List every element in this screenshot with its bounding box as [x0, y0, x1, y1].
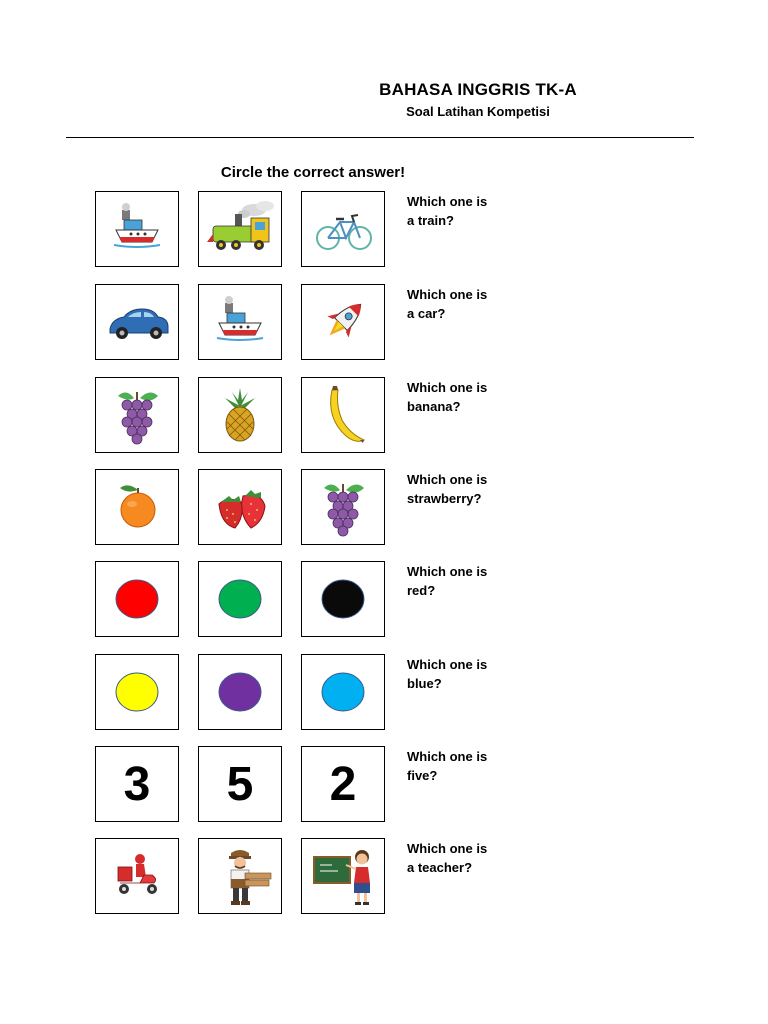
question-text: Which one is a teacher? — [407, 841, 488, 875]
header-divider — [66, 137, 694, 138]
pineapple-icon — [199, 378, 281, 452]
grapes-icon — [302, 470, 384, 544]
green-circle-icon — [199, 562, 281, 636]
option-blue-circle[interactable] — [301, 654, 385, 730]
page-subtitle: Soal Latihan Kompetisi — [406, 104, 550, 119]
purple-circle-icon — [199, 655, 281, 729]
option-strawberry[interactable] — [198, 469, 282, 545]
question-8 — [95, 838, 515, 914]
rocket-icon — [302, 285, 384, 359]
option-pineapple[interactable] — [198, 377, 282, 453]
black-circle-icon — [302, 562, 384, 636]
option-carpenter[interactable] — [198, 838, 282, 914]
question-text: Which one is red? — [407, 564, 488, 598]
option-red-circle[interactable] — [95, 561, 179, 637]
page-title: BAHASA INGGRIS TK-A — [379, 80, 577, 99]
question-2 — [95, 284, 515, 360]
option-bicycle[interactable] — [301, 191, 385, 267]
question-7 — [95, 746, 515, 822]
question-3 — [95, 377, 515, 453]
option-teacher[interactable] — [301, 838, 385, 914]
bicycle-icon — [302, 192, 384, 266]
option-number-2[interactable] — [301, 746, 385, 822]
boat-icon — [96, 192, 178, 266]
question-text: Which one is strawberry? — [407, 472, 488, 506]
red-circle-icon — [96, 562, 178, 636]
question-text: Which one is a train? — [407, 194, 488, 228]
orange-icon — [96, 470, 178, 544]
banana-icon — [302, 378, 384, 452]
option-delivery[interactable] — [95, 838, 179, 914]
question-4 — [95, 469, 515, 545]
option-train[interactable] — [198, 191, 282, 267]
option-boat[interactable] — [95, 191, 179, 267]
option-rocket[interactable] — [301, 284, 385, 360]
number-text: 3 — [123, 758, 151, 811]
grapes-icon — [96, 378, 178, 452]
car-icon — [96, 285, 178, 359]
option-grapes[interactable] — [95, 377, 179, 453]
question-1 — [95, 191, 515, 267]
strawberry-icon — [199, 470, 281, 544]
question-text: Which one is blue? — [407, 657, 488, 691]
boat-icon — [199, 285, 281, 359]
question-text: Which one is a car? — [407, 287, 488, 321]
option-boat[interactable] — [198, 284, 282, 360]
option-yellow-circle[interactable] — [95, 654, 179, 730]
question-6 — [95, 654, 515, 730]
option-green-circle[interactable] — [198, 561, 282, 637]
question-text: Which one is banana? — [407, 380, 488, 414]
train-icon — [199, 192, 281, 266]
option-grapes[interactable] — [301, 469, 385, 545]
option-car[interactable] — [95, 284, 179, 360]
question-text: Which one is five? — [407, 749, 488, 783]
option-purple-circle[interactable] — [198, 654, 282, 730]
blue-circle-icon — [302, 655, 384, 729]
instruction-text: Circle the correct answer! — [220, 164, 406, 181]
number-text: 2 — [329, 758, 357, 811]
option-orange[interactable] — [95, 469, 179, 545]
teacher-icon — [302, 839, 384, 913]
carpenter-icon — [199, 839, 281, 913]
option-number-3[interactable] — [95, 746, 179, 822]
question-5 — [95, 561, 515, 637]
delivery-scooter-icon — [96, 839, 178, 913]
number-text: 5 — [226, 758, 254, 811]
option-banana[interactable] — [301, 377, 385, 453]
yellow-circle-icon — [96, 655, 178, 729]
option-number-5[interactable] — [198, 746, 282, 822]
option-black-circle[interactable] — [301, 561, 385, 637]
